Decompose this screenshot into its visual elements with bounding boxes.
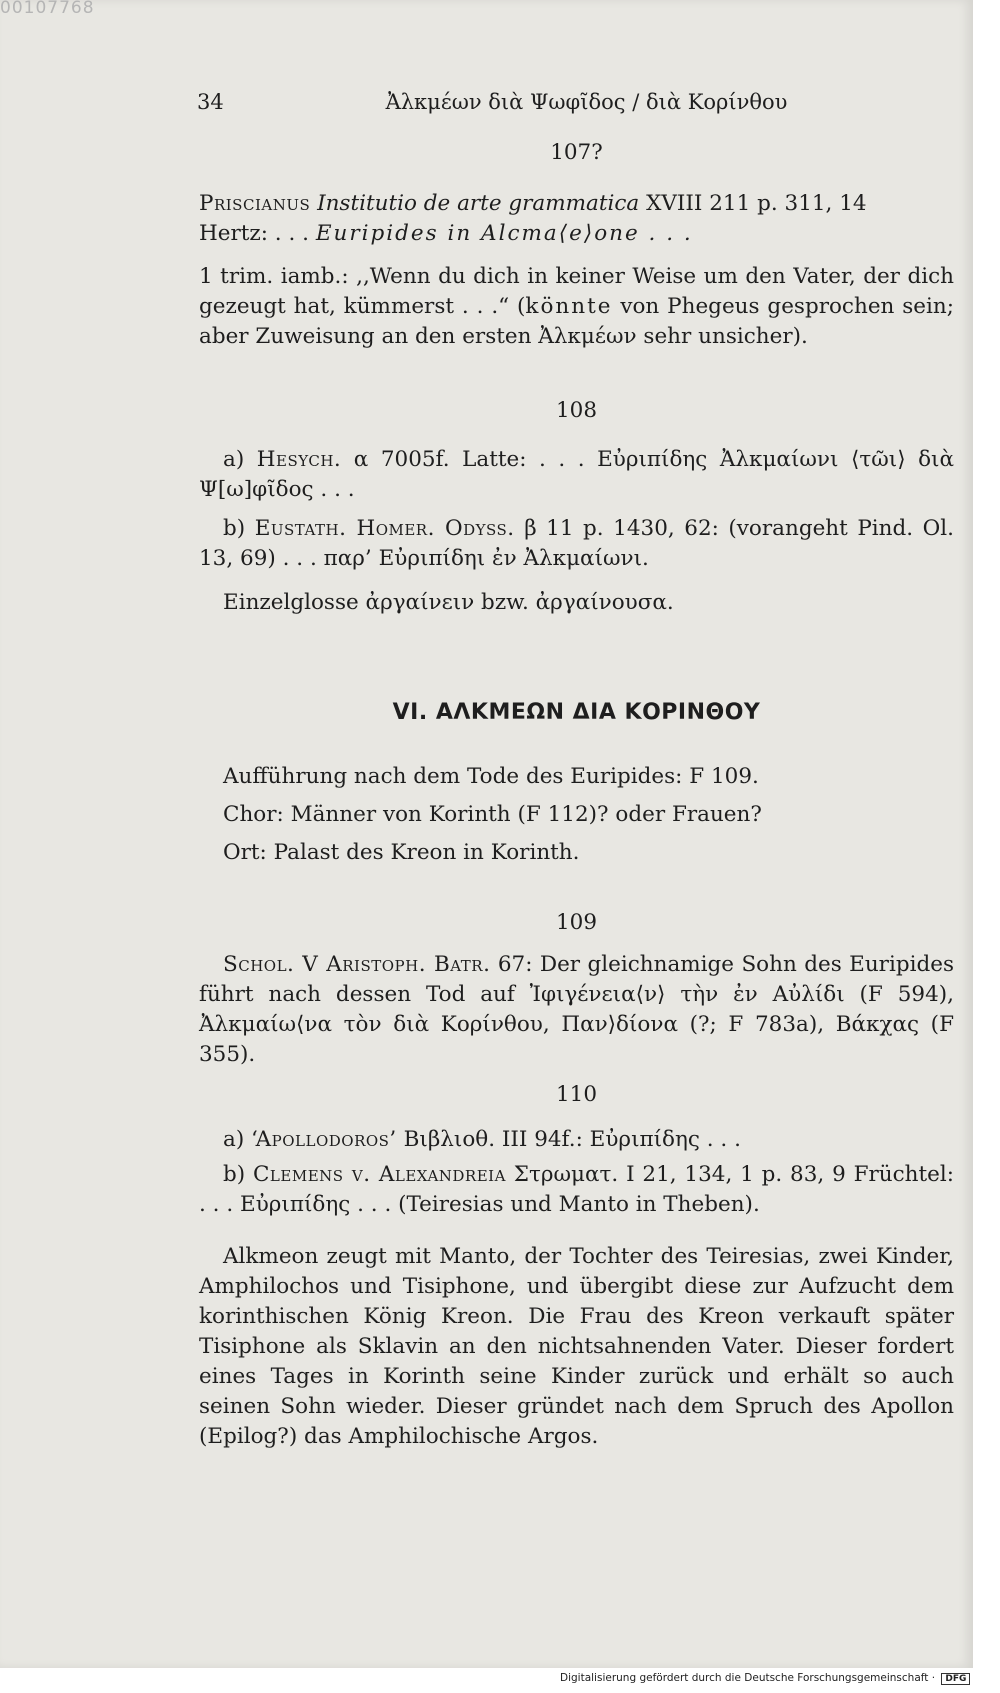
section-line-2 bbox=[199, 800, 954, 830]
commentary-end: von Phegeus gesprochen sein; aber Zuweisung an den ersten Ἀλκμέων sehr unsicher). bbox=[199, 294, 954, 349]
scan-margin bbox=[973, 0, 1000, 1693]
gloss-text: Einzelglosse ἀργαίνειν bzw. ἀργαίνουσα. bbox=[223, 590, 674, 615]
fragment-107-source bbox=[199, 189, 954, 249]
section-line-1 bbox=[199, 762, 954, 792]
fragment-108-b bbox=[199, 514, 954, 574]
item-text: α 7005f. Latte: . . . Εὐριπίδης Ἀλκμαίωνι ⟨τῶι⟩ διὰ Ψ[ω]φῖδος . . . bbox=[199, 447, 955, 502]
summary-text: Alkmeon zeugt mit Manto, der Tochter des Teiresias, zwei Kinder, Amphilochos und Tisiphone, und übergibt diese zur Aufzucht dem korinthischen König Kreon. Die Frau des Kreon verkauft später Tisiphone als Sklavin an den nichtsahnenden Vater. Dieser fordert eines Tages in Korinth seine Kinder zurück und erhält so auch seinen Sohn wieder. Dieser gründet nach dem Spruch des Apollon (Epilog?) das Amphilochische Argos. bbox=[199, 1244, 954, 1449]
running-head-title: Ἀλκμέων διὰ Ψωφῖδος / διὰ Κορίνθου bbox=[385, 90, 788, 114]
item-source: Hesych. bbox=[256, 447, 342, 472]
fragment-110-b bbox=[199, 1160, 954, 1220]
fragment-107-commentary bbox=[199, 262, 954, 352]
item-source: Eustath. Homer. Odyss. bbox=[254, 516, 515, 541]
section-line-text: Aufführung nach dem Tode des Euripides: F 109. bbox=[223, 764, 759, 789]
fragment-109-number: 109 bbox=[555, 910, 598, 935]
item-text: 67: Der gleichnamige Sohn des Euripides führt nach dessen Tod auf Ἰφιγένεια⟨ν⟩ τὴν ἐν Αὐλίδι (F 594), Ἀλκμαίω⟨να τὸν διὰ Κορίνθου, Παν⟩δίονα (?; F 783a), Βάκχας (F 355). bbox=[199, 952, 954, 1067]
source-title: Institutio de arte grammatica bbox=[317, 191, 640, 216]
source-line2-pre: Hertz: . . . bbox=[199, 221, 316, 246]
item-text: β 11 p. 1430, 62: (vorangeht Pind. Ol. 13, 69) . . . παρ’ Εὐριπίδηι ἐν Ἀλκμαίωνι. bbox=[199, 516, 954, 571]
fragment-109-text bbox=[199, 950, 954, 1070]
item-text: Στρωματ. I 21, 134, 1 p. 83, 9 Früchtel: . . . Εὐριπίδης . . . (Teiresias und Manto in Theben). bbox=[199, 1162, 954, 1217]
section-line-3 bbox=[199, 838, 954, 868]
section-line-text: Chor: Männer von Korinth (F 112)? oder Frauen? bbox=[223, 802, 762, 827]
footer-credit bbox=[560, 1672, 970, 1685]
section-heading: VI. ΑΛΚΜΕΩΝ ΔΙΑ ΚΟΡΙΝΘΟΥ bbox=[392, 700, 761, 725]
item-source: Schol. V Aristoph. Batr. bbox=[223, 952, 491, 977]
source-author: Priscianus bbox=[199, 191, 311, 216]
item-label: b) bbox=[223, 1162, 253, 1187]
item-label: a) bbox=[223, 1127, 252, 1152]
fragment-110-number: 110 bbox=[555, 1082, 598, 1107]
scan-id: 00107768 bbox=[0, 0, 95, 18]
commentary-spaced: könnte bbox=[525, 294, 613, 319]
commentary-text: 1 trim. iamb.: ,,Wenn du dich in keiner Weise um den Vater, der dich gezeugt hat, kümmerst . . .“ ( bbox=[199, 264, 954, 319]
section-line-text: Ort: Palast des Kreon in Korinth. bbox=[223, 840, 580, 865]
dfg-logo: DFG bbox=[941, 1673, 970, 1685]
fragment-108-a bbox=[199, 445, 954, 505]
item-text: Βιβλιοθ. III 94f.: Εὐριπίδης . . . bbox=[396, 1127, 741, 1152]
footer-text: Digitalisierung gefördert durch die Deutsche Forschungsgemeinschaft · bbox=[560, 1672, 936, 1684]
fragment-108-gloss bbox=[199, 588, 954, 618]
plot-summary bbox=[199, 1242, 954, 1452]
source-ref: XVIII 211 p. 311, 14 bbox=[646, 191, 867, 216]
item-source: ‘Apollodoros’ bbox=[251, 1127, 397, 1152]
item-label: a) bbox=[223, 447, 257, 472]
item-label: b) bbox=[223, 516, 255, 541]
source-line2-italic: Euripides in Alcma⟨e⟩one . . . bbox=[315, 221, 693, 246]
page-number: 34 bbox=[197, 90, 224, 114]
fragment-108-number: 108 bbox=[555, 398, 598, 423]
fragment-107-number: 107? bbox=[550, 140, 603, 165]
item-source: Clemens v. Alexandreia bbox=[252, 1162, 506, 1187]
fragment-110-a bbox=[199, 1125, 954, 1155]
